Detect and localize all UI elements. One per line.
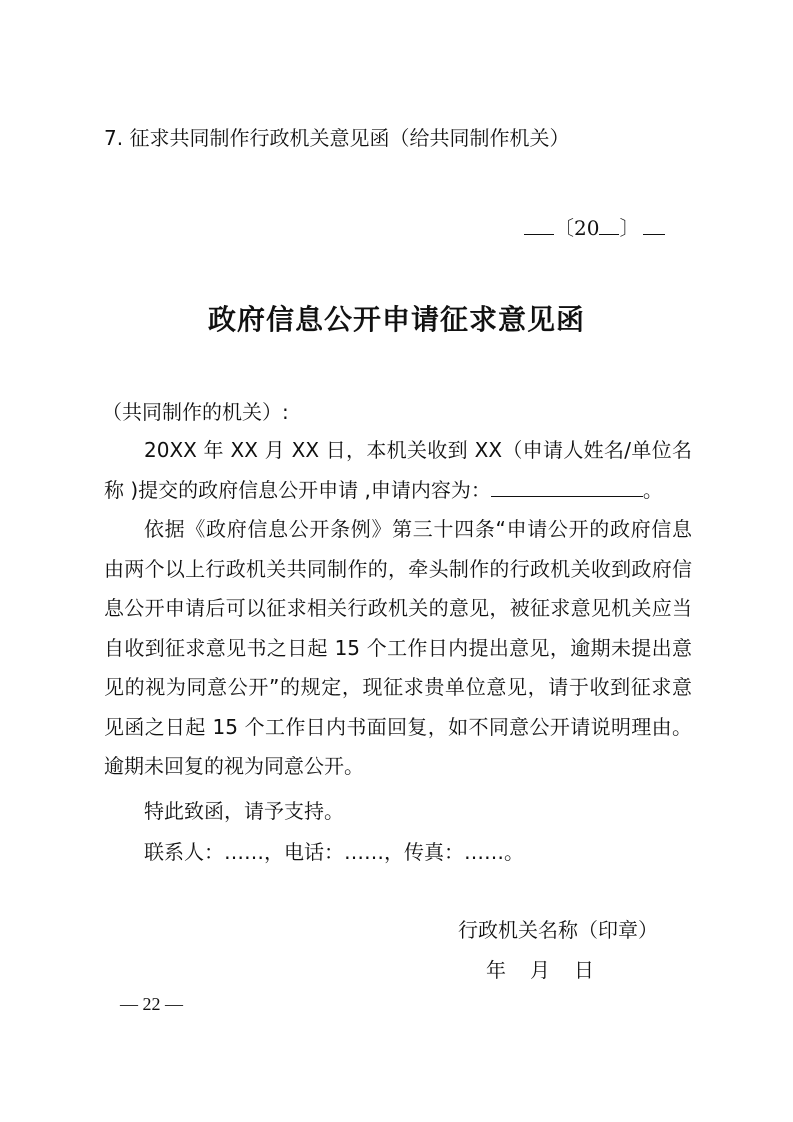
request-content-blank: [491, 496, 643, 497]
doc-number-serial-blank: [643, 234, 665, 235]
signature-date: 年 月 日: [486, 958, 596, 982]
paragraph-receipt: [104, 431, 692, 510]
document-number: [524, 214, 665, 242]
doc-number-year-blank: [599, 234, 619, 235]
page-number: — 22 —: [120, 994, 183, 1014]
doc-number-open: 〔20: [554, 216, 600, 240]
paragraph-basis: 依据《政府信息公开条例》第三十四条“申请公开的政府信息由两个以上行政机关共同制作的，牵头制作的行政机关收到政府信息公开申请后可以征求相关行政机关的意见，被征求意见机关应当自收到征求意见书之日起 15 个工作日内提出意见，逾期未提出意见的视为同意公开”的规定，现征求贵单位意见，请于收到征求意见函之日起 15 个工作日内书面回复，如不同意公开请说明理由。逾期未回复的视为同意公开。: [104, 517, 692, 778]
document-title: 政府信息公开申请征求意见函: [207, 303, 585, 336]
signature-agency: 行政机关名称（印章）: [458, 918, 658, 942]
paragraph-receipt-end: 。: [642, 477, 663, 502]
addressee: （共同制作的机关）:: [102, 400, 289, 424]
doc-number-close: 〕: [619, 216, 640, 240]
closing-remark: 特此致函，请予支持。: [144, 799, 344, 823]
contact-info: 联系人：……，电话：……，传真：……。: [144, 840, 524, 864]
section-heading: 7. 征求共同制作行政机关意见函（给共同制作机关）: [104, 126, 570, 150]
paragraph-receipt-text: 20XX 年 XX 月 XX 日，本机关收到 XX（申请人姓名/单位名称 )提交的政府信息公开申请 ,申请内容为：: [104, 438, 692, 502]
doc-number-prefix-blank: [524, 234, 554, 235]
